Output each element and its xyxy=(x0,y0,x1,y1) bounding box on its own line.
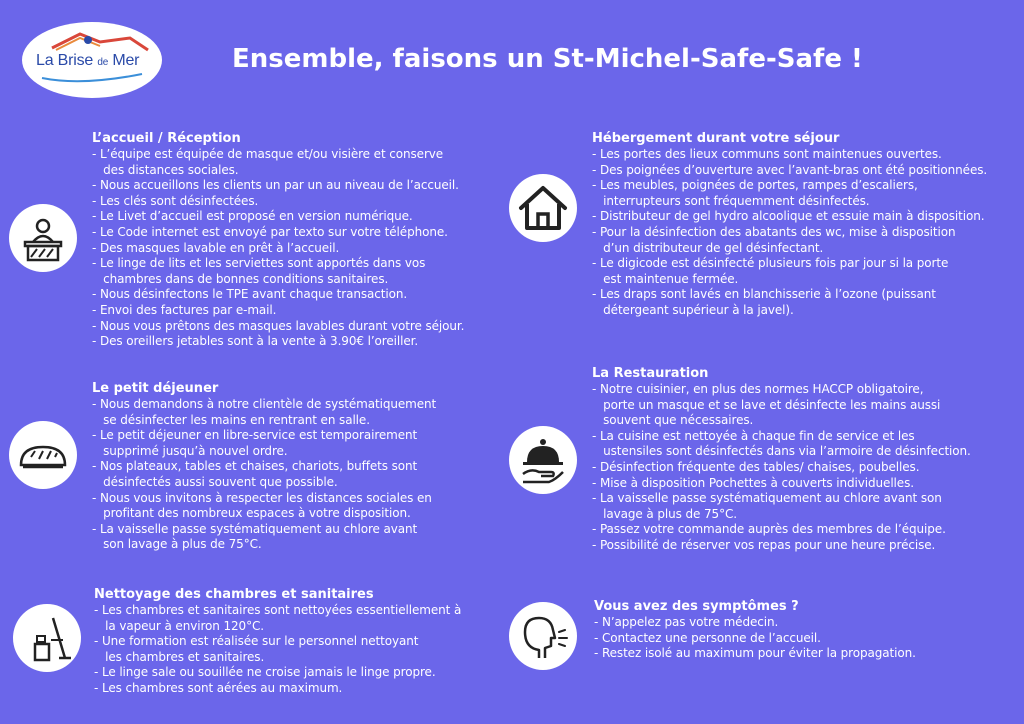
list-item: désinfectés aussi souvent que possible. xyxy=(92,474,338,489)
list-item: - Les clés sont désinfectées. xyxy=(92,193,259,208)
list-item: - Envoi des factures par e-mail. xyxy=(92,302,277,317)
list-item: la vapeur à environ 120°C. xyxy=(94,618,264,633)
list-item: d’un distributeur de gel désinfectant. xyxy=(592,240,824,255)
section-heading: Le petit déjeuner xyxy=(92,381,219,396)
list-item: est maintenue fermée. xyxy=(592,271,739,286)
list-item: - Nous vous prêtons des masques lavables durant votre séjour. xyxy=(92,318,465,333)
section-nettoyage xyxy=(94,587,461,697)
list-item: profitant des nombreux espaces à votre disposition. xyxy=(92,506,411,521)
serving-cloche-icon xyxy=(509,426,577,494)
list-item: - Des masques lavable en prêt à l’accueil. xyxy=(92,240,340,255)
section-symptomes xyxy=(594,599,916,662)
list-item: - Le Livet d’accueil est proposé en version numérique. xyxy=(92,209,413,224)
section-heading: Hébergement durant votre séjour xyxy=(592,131,840,146)
list-item: - L’équipe est équipée de masque et/ou visière et conserve xyxy=(92,147,444,161)
house-icon xyxy=(509,174,577,242)
list-item: lavage à plus de 75°C. xyxy=(592,506,737,521)
list-item: - La vaisselle passe systématiquement au chlore avant son xyxy=(592,491,942,506)
list-item: - Les meubles, poignées de portes, rampes d’escaliers, xyxy=(592,178,918,193)
list-item: - Une formation est réalisée sur le personnel nettoyant xyxy=(94,634,419,649)
section-heading: Nettoyage des chambres et sanitaires xyxy=(94,587,374,602)
list-item: - Nous désinfectons le TPE avant chaque transaction. xyxy=(92,287,408,302)
section-list xyxy=(592,147,987,319)
list-item: souvent que nécessaires. xyxy=(592,413,754,428)
list-item: - Nous vous invitons à respecter les distances sociales en xyxy=(92,490,432,505)
brand-logo xyxy=(22,22,162,98)
coughing-person-icon xyxy=(509,602,577,670)
list-item: - Les portes des lieux communs sont maintenues ouvertes. xyxy=(592,147,942,161)
list-item: ustensiles sont désinfectés dans via l’armoire de désinfection. xyxy=(592,444,971,459)
section-list xyxy=(594,615,916,662)
list-item: son lavage à plus de 75°C. xyxy=(92,537,262,552)
section-heading: L’accueil / Réception xyxy=(92,131,241,146)
list-item: - Nos plateaux, tables et chaises, chariots, buffets sont xyxy=(92,459,418,474)
list-item: - Désinfection fréquente des tables/ chaises, poubelles. xyxy=(592,459,920,474)
list-item: détergeant supérieur à la javel). xyxy=(592,302,794,317)
list-item: porte un masque et se lave et désinfecte les mains aussi xyxy=(592,397,941,412)
section-heading: Vous avez des symptômes ? xyxy=(594,599,799,614)
logo-text: La Brise de Mer xyxy=(36,52,140,69)
section-dejeuner xyxy=(92,381,436,553)
list-item: - Le Code internet est envoyé par texto sur votre téléphone. xyxy=(92,224,448,239)
section-list xyxy=(592,382,971,554)
list-item: - Mise à disposition Pochettes à couverts individuelles. xyxy=(592,475,914,490)
reception-desk-icon xyxy=(9,204,77,272)
section-list xyxy=(92,147,464,350)
list-item: se désinfecter les mains en rentrant en salle. xyxy=(92,412,370,427)
list-item: - Le digicode est désinfecté plusieurs fois par jour si la porte xyxy=(592,256,949,271)
list-item: - Le linge sale ou souillée ne croise jamais le linge propre. xyxy=(94,665,436,680)
list-item: supprimé jusqu’à nouvel ordre. xyxy=(92,443,288,458)
list-item: - Les chambres sont aérées au maximum. xyxy=(94,680,343,695)
list-item: - Notre cuisinier, en plus des normes HACCP obligatoire, xyxy=(592,382,924,396)
section-hebergement xyxy=(592,131,987,319)
list-item: - Le linge de lits et les serviettes sont apportés dans vos xyxy=(92,256,426,271)
list-item: - Des oreillers jetables sont à la vente à 3.90€ l’oreiller. xyxy=(92,334,419,349)
list-item: - Passez votre commande auprès des membres de l’équipe. xyxy=(592,522,946,537)
section-list xyxy=(92,397,436,553)
section-list xyxy=(94,603,461,697)
list-item: - Contactez une personne de l’accueil. xyxy=(594,630,821,645)
section-heading: La Restauration xyxy=(592,366,709,381)
list-item: - Pour la désinfection des abatants des wc, mise à disposition xyxy=(592,224,956,239)
list-item: - N’appelez pas votre médecin. xyxy=(594,615,779,629)
page-title: Ensemble, faisons un St-Michel-Safe-Safe ! xyxy=(232,44,863,74)
list-item: - Nous demandons à notre clientèle de systématiquement xyxy=(92,397,437,411)
list-item: interrupteurs sont fréquemment désinfectés. xyxy=(592,193,870,208)
section-restauration xyxy=(592,366,971,554)
section-accueil xyxy=(92,131,464,350)
list-item: - Restez isolé au maximum pour éviter la propagation. xyxy=(594,646,916,661)
list-item: - Des poignées d’ouverture avec l’avant-bras ont été positionnées. xyxy=(592,162,988,177)
list-item: - Possibilité de réserver vos repas pour une heure précise. xyxy=(592,537,936,552)
list-item: - Les chambres et sanitaires sont nettoyées essentiellement à xyxy=(94,603,462,617)
list-item: - Les draps sont lavés en blanchisserie à l’ozone (puissant xyxy=(592,287,936,302)
list-item: des distances sociales. xyxy=(92,162,239,177)
list-item: - Distributeur de gel hydro alcoolique et essuie main à disposition. xyxy=(592,209,985,224)
list-item: - La cuisine est nettoyée à chaque fin de service et les xyxy=(592,428,915,443)
list-item: - Nous accueillons les clients un par un au niveau de l’accueil. xyxy=(92,178,459,193)
list-item: - Le petit déjeuner en libre-service est temporairement xyxy=(92,428,418,443)
bread-icon xyxy=(9,421,77,489)
list-item: - La vaisselle passe systématiquement au chlore avant xyxy=(92,521,418,536)
cleaning-bucket-icon xyxy=(13,604,81,672)
list-item: les chambres et sanitaires. xyxy=(94,649,265,664)
list-item: chambres dans de bonnes conditions sanitaires. xyxy=(92,271,389,286)
